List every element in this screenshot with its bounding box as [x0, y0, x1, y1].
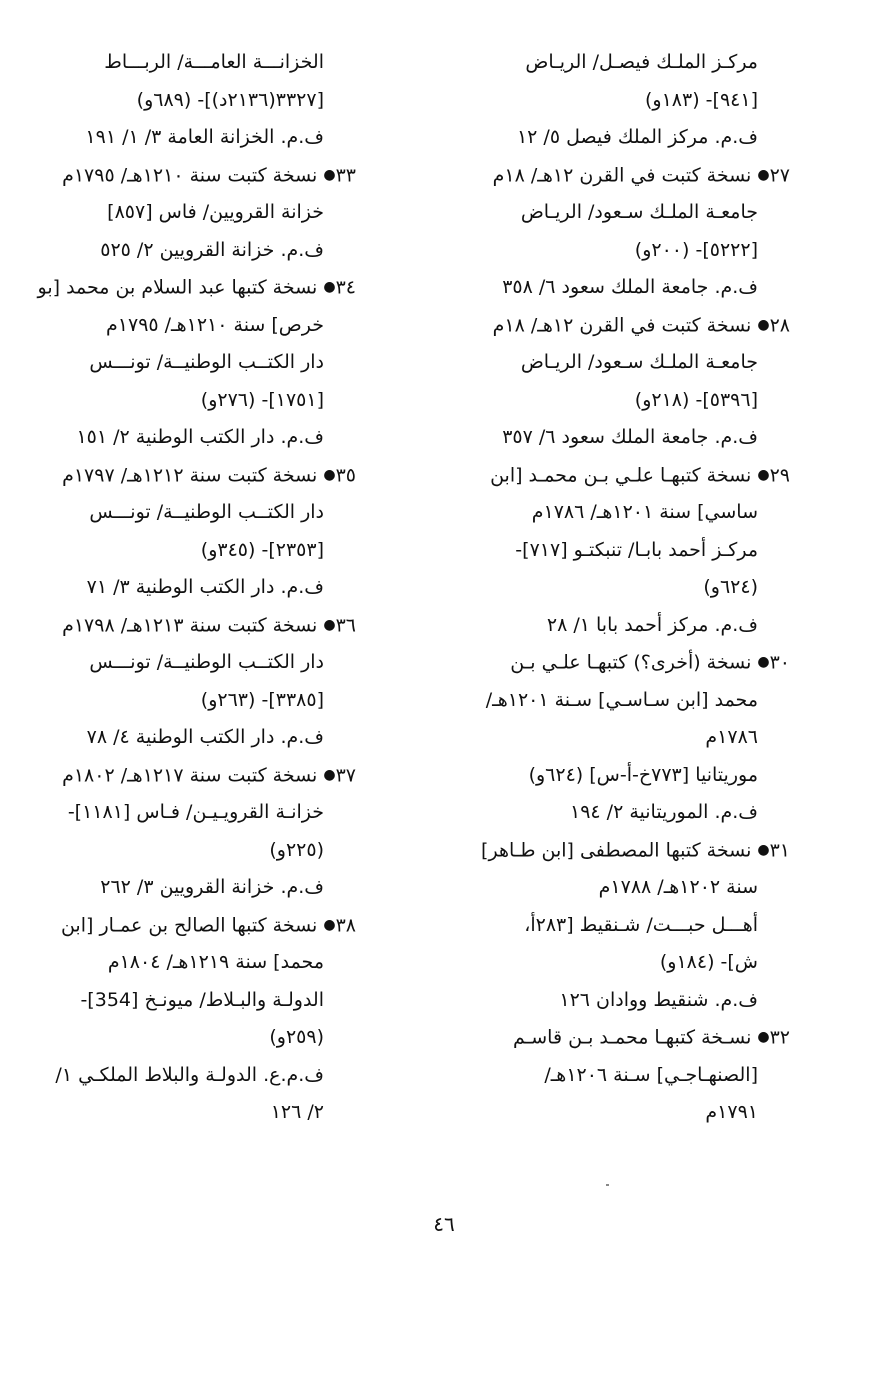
- entry-line: (٦٢٤و): [703, 576, 758, 598]
- entry-first-line: [56, 757, 356, 795]
- entry-first-line: [430, 1019, 790, 1057]
- entry-line: (٢٥٩و): [269, 1026, 324, 1048]
- entry-line: ١٧٩١م: [705, 1101, 758, 1123]
- bullet-icon: ●: [757, 316, 770, 333]
- entry-line: الخزانـــة العامـــة/ الربـــاط: [104, 51, 324, 73]
- entry-text: نسخة كتبها الصالح بن عمـار [ابن: [60, 913, 318, 936]
- bullet-icon: ●: [323, 766, 336, 783]
- entry-number: ٣٣●: [323, 163, 356, 186]
- entry-text: نسخة كتبت في القرن ١٢هـ/ ١٨م: [492, 163, 752, 186]
- entry-line: [١٧٥١]- (٢٧٦و): [200, 388, 324, 411]
- catalog-reference: ف.م. خزانة القرويين ٢/ ٥٢٥: [100, 238, 324, 261]
- entry-first-line: [430, 457, 790, 495]
- catalog-reference: ف.م. دار الكتب الوطنية ٢/ ١٥١: [76, 426, 324, 448]
- entry-line: [٣٣٨٥]- (٢٦٣و): [200, 688, 324, 711]
- entry-line: [٥٢٢٢]- (٢٠٠و): [634, 238, 758, 261]
- entry-first-line: [56, 907, 356, 945]
- bullet-icon: ●: [323, 279, 336, 295]
- bullet-icon: ●: [757, 1029, 770, 1045]
- entry-line: أهـــل حبـــت/ شـنقيط [٢٨٣أ،: [524, 913, 758, 936]
- entry-line: [٢٣٥٣]- (٣٤٥و): [200, 538, 324, 561]
- entry-line: خزانة القرويين/ فاس [٨٥٧]: [107, 201, 324, 223]
- bullet-icon: ●: [323, 166, 336, 183]
- entry-text: نسخة كتبت في القرن ١٢هـ/ ١٨م: [492, 313, 752, 336]
- manuscript-entry: [56, 607, 356, 757]
- entry-line: موريتانيا [٧٧٣خ-أ-س] (٦٢٤و): [528, 763, 758, 786]
- entry-number: ٣٥●: [323, 463, 356, 486]
- entry-line: دار الكتــب الوطنيــة/ تونـــس: [89, 651, 324, 673]
- catalog-reference: ف.م. الموريتانية ٢/ ١٩٤: [570, 801, 758, 823]
- manuscript-entry: [56, 457, 356, 607]
- right-column: [430, 44, 790, 1132]
- manuscript-entry: [37, 269, 356, 457]
- entry-number: ٢٨●: [757, 313, 790, 336]
- left-column: [37, 44, 356, 1132]
- entry-line: [٩٤١]- (١٨٣و): [645, 88, 758, 111]
- manuscript-entry: [430, 457, 790, 645]
- entry-first-line: [430, 644, 790, 682]
- entry-line: محمد] سنة ١٢١٩هـ/ ١٨٠٤م: [107, 951, 324, 973]
- entry-line: ش]- (١٨٤و): [659, 951, 758, 973]
- entry-first-line: [56, 607, 356, 645]
- bullet-icon: ●: [757, 654, 770, 670]
- entry-text: نسـخة كتبهـا محمـد بـن قاسـم: [513, 1026, 752, 1049]
- bullet-icon: ●: [757, 466, 770, 483]
- entry-first-line: [56, 157, 356, 195]
- bullet-icon: ●: [323, 916, 336, 933]
- manuscript-entry: [430, 832, 790, 1020]
- catalog-reference-continued: ٢/ ١٢٦: [270, 1101, 324, 1123]
- manuscript-entry: [430, 307, 790, 457]
- manuscript-entry: [56, 757, 356, 907]
- catalog-reference: ف.م. مركز الملك فيصل ٥/ ١٢: [516, 126, 758, 148]
- catalog-reference: ف.م. خزانة القرويين ٣/ ٢٦٢: [100, 876, 324, 898]
- entry-number: ٢٩●: [757, 463, 790, 486]
- bullet-icon: ●: [323, 466, 336, 483]
- entry-line: [٥٣٩٦]- (٢١٨و): [634, 388, 758, 411]
- manuscript-entry: [56, 907, 356, 1132]
- entry-line: دار الكتــب الوطنيــة/ تونـــس: [89, 351, 324, 373]
- catalog-reference: ف.م. شنقيط ووادان ١٢٦: [559, 988, 758, 1011]
- manuscript-entry: [430, 1019, 790, 1132]
- entry-text: نسخة كتبت سنة ١٢١٧هـ/ ١٨٠٢م: [62, 763, 318, 786]
- entry-line: [٣٣٢٧(٢١٣٦د)]- (٦٨٩و): [136, 88, 324, 111]
- manuscript-entry: [430, 44, 790, 157]
- catalog-reference: ف.م. جامعة الملك سعود ٦/ ٣٥٨: [502, 276, 758, 298]
- entry-line: سنة ١٢٠٢هـ/ ١٧٨٨م: [598, 876, 758, 898]
- catalog-reference: ف.م. الخزانة العامة ٣/ ١/ ١٩١: [85, 126, 324, 148]
- manuscript-entry: [56, 157, 356, 270]
- entry-number: ٣٨●: [323, 913, 356, 936]
- entry-line: (٢٢٥و): [269, 838, 324, 861]
- catalog-reference: ف.م.ع. الدولـة والبلاط الملكـي ١/: [55, 1063, 324, 1086]
- entry-number: ٣٦●: [323, 613, 356, 636]
- entry-first-line: [430, 157, 790, 195]
- entry-line: ساسي] سنة ١٢٠١هـ/ ١٧٨٦م: [531, 501, 758, 523]
- entry-first-line: [37, 269, 356, 307]
- manuscript-entry: [430, 644, 790, 832]
- entry-text: نسخة (أخرى؟) كتبهـا علـي بـن: [510, 651, 752, 674]
- entry-number: ٣٧●: [323, 763, 356, 786]
- entry-line: [الصنهـاجـي] سـنة ١٢٠٦هـ/: [544, 1063, 758, 1086]
- catalog-reference: ف.م. دار الكتب الوطنية ٤/ ٧٨: [86, 726, 324, 748]
- manuscript-entry: [56, 44, 356, 157]
- entry-line: الدولـة والبـلاط/ ميونـخ [354]-: [80, 988, 324, 1011]
- entry-number: ٣٤●: [323, 276, 356, 299]
- entry-line: محمد [ابن سـاسـي] سـنة ١٢٠١هـ/: [485, 688, 758, 711]
- entry-line: مركـز أحمد بابـا/ تنبكتـو [٧١٧]-: [515, 538, 758, 561]
- manuscript-entry: [430, 157, 790, 307]
- bullet-icon: ●: [757, 166, 770, 183]
- entry-first-line: [56, 457, 356, 495]
- entry-line: دار الكتــب الوطنيــة/ تونـــس: [89, 501, 324, 523]
- stray-mark: [606, 1184, 609, 1186]
- entry-number: ٣٢●: [757, 1026, 790, 1049]
- entry-number: ٣١●: [757, 838, 790, 861]
- entry-number: ٣٠●: [757, 651, 790, 674]
- entry-line: خزانـة القرويـيـن/ فـاس [١١٨١]-: [67, 801, 324, 823]
- entry-text: نسخة كتبت سنة ١٢١٠هـ/ ١٧٩٥م: [62, 163, 318, 186]
- entry-line: ١٧٨٦م: [705, 726, 758, 748]
- catalog-reference: ف.م. مركز أحمد بابا ١/ ٢٨: [546, 613, 758, 636]
- entry-line: خرص] سنة ١٢١٠هـ/ ١٧٩٥م: [106, 313, 324, 336]
- bullet-icon: ●: [757, 841, 770, 858]
- entry-number: ٢٧●: [757, 163, 790, 186]
- entry-text: نسخة كتبت سنة ١٢١٢هـ/ ١٧٩٧م: [62, 463, 318, 486]
- entry-first-line: [430, 307, 790, 345]
- entry-line: جامعـة الملـك سـعود/ الريـاض: [520, 201, 758, 223]
- entry-text: نسخة كتبت سنة ١٢١٣هـ/ ١٧٩٨م: [62, 613, 318, 636]
- entry-line: جامعـة الملـك سـعود/ الريـاض: [520, 351, 758, 373]
- entry-text: نسخة كتبها المصطفى [ابن طـاهر]: [481, 838, 752, 861]
- entry-text: نسخة كتبهـا علـي بـن محمـد [ابن: [490, 463, 752, 486]
- catalog-reference: ف.م. جامعة الملك سعود ٦/ ٣٥٧: [502, 426, 758, 448]
- entry-text: نسخة كتبها عبد السلام بن محمد [بو: [37, 276, 318, 299]
- page-number: ٤٦: [433, 1212, 455, 1236]
- entry-first-line: [430, 832, 790, 870]
- catalog-reference: ف.م. دار الكتب الوطنية ٣/ ٧١: [86, 576, 324, 598]
- entry-line: مركـز الملـك فيصـل/ الريـاض: [525, 51, 758, 73]
- bullet-icon: ●: [323, 616, 336, 633]
